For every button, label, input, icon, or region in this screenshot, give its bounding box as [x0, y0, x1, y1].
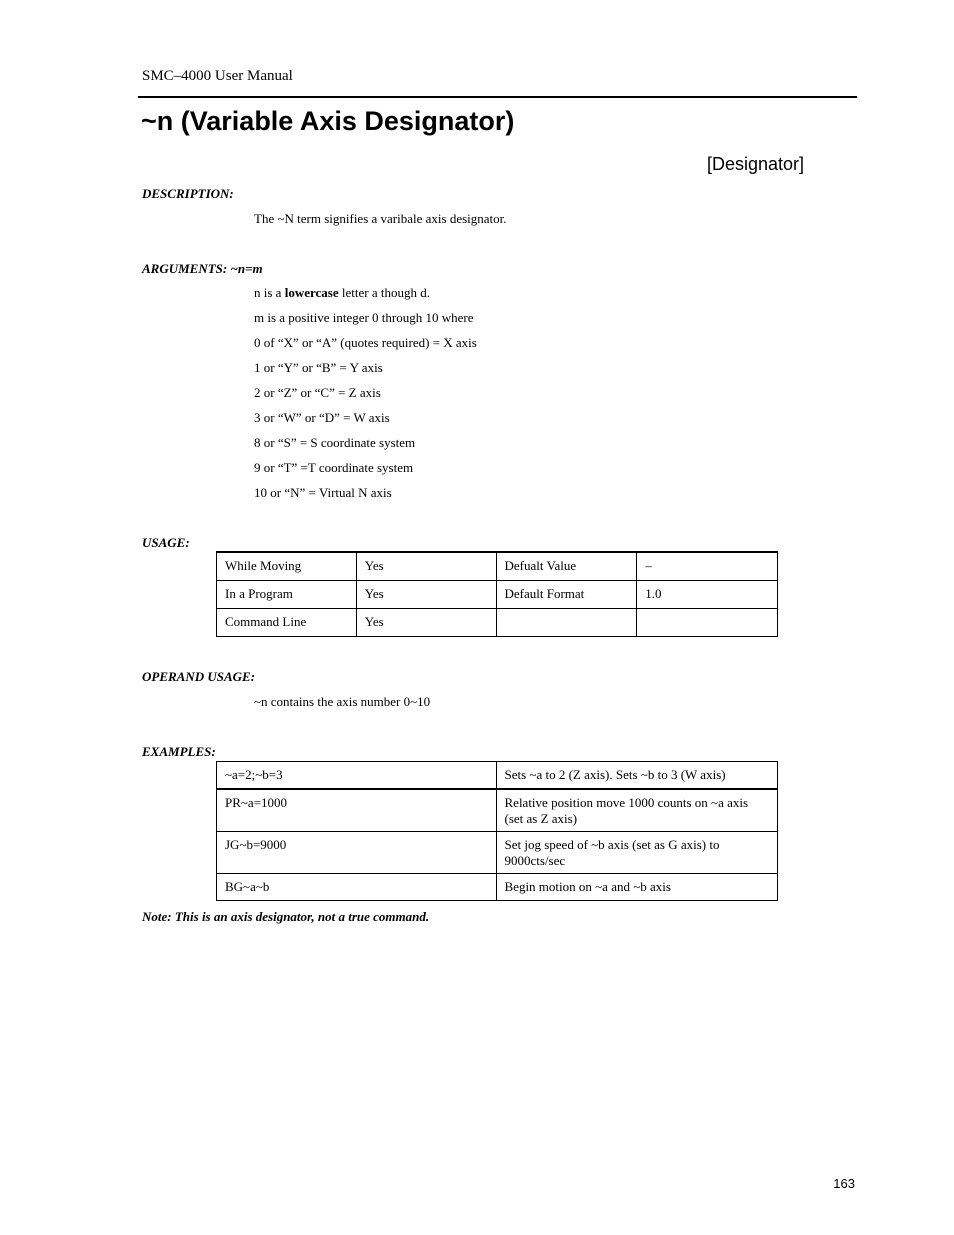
examples-table [216, 761, 778, 901]
table-cell: Yes [356, 552, 496, 581]
table-cell: Yes [356, 609, 496, 637]
table-cell [496, 609, 637, 637]
arguments-label: ARGUMENTS: ~n=m [142, 261, 263, 276]
table-cell: ~a=2;~b=3 [217, 762, 497, 790]
table-cell: Command Line [217, 609, 357, 637]
argument-line: 10 or “N” = Virtual N axis [254, 485, 392, 500]
page-number: 163 [833, 1176, 855, 1191]
table-row [217, 581, 778, 609]
table-cell: BG~a~b [217, 874, 497, 901]
table-cell: – [637, 552, 778, 581]
operand-usage-label: OPERAND USAGE: [142, 669, 256, 684]
table-cell: Set jog speed of ~b axis (set as G axis) to 9000cts/sec [496, 832, 778, 874]
argument-line: m is a positive integer 0 through 10 where [254, 310, 474, 325]
argument-line: 1 or “Y” or “B” = Y axis [254, 360, 383, 375]
description-text: The ~N term signifies a varibale axis designator. [254, 211, 507, 226]
usage-table [216, 551, 778, 637]
table-cell: Relative position move 1000 counts on ~a axis (set as Z axis) [496, 789, 778, 832]
table-cell: While Moving [217, 552, 357, 581]
table-row [217, 874, 778, 901]
table-cell: PR~a=1000 [217, 789, 497, 832]
argument-line: 9 or “T” =T coordinate system [254, 460, 414, 475]
examples-label: EXAMPLES: [142, 744, 216, 759]
argument-line: 8 or “S” = S coordinate system [254, 435, 416, 450]
table-row [217, 552, 778, 581]
table-cell [637, 609, 778, 637]
table-cell: 1.0 [637, 581, 778, 609]
table-cell: Defualt Value [496, 552, 637, 581]
page-title: ~n (Variable Axis Designator) [141, 106, 515, 136]
command-category: [Designator] [706, 154, 804, 174]
manual-title: SMC–4000 User Manual [142, 68, 293, 84]
note-text: Note: This is an axis designator, not a true command. [142, 909, 430, 924]
table-cell: Sets ~a to 2 (Z axis). Sets ~b to 3 (W axis) [496, 762, 778, 790]
argument-line: 3 or “W” or “D” = W axis [254, 410, 390, 425]
operand-usage-text: ~n contains the axis number 0~10 [254, 694, 431, 709]
usage-label: USAGE: [142, 535, 190, 550]
header-rule [138, 96, 857, 98]
table-row [217, 609, 778, 637]
table-row [217, 789, 778, 832]
table-cell: JG~b=9000 [217, 832, 497, 874]
argument-line: n is a lowercase letter a though d. [254, 285, 430, 300]
table-cell: Default Format [496, 581, 637, 609]
table-row [217, 762, 778, 790]
table-row [217, 832, 778, 874]
description-label: DESCRIPTION: [142, 186, 234, 201]
table-cell: In a Program [217, 581, 357, 609]
argument-line: 2 or “Z” or “C” = Z axis [254, 385, 381, 400]
table-cell: Begin motion on ~a and ~b axis [496, 874, 778, 901]
table-cell: Yes [356, 581, 496, 609]
argument-line: 0 of “X” or “A” (quotes required) = X axis [254, 335, 477, 350]
